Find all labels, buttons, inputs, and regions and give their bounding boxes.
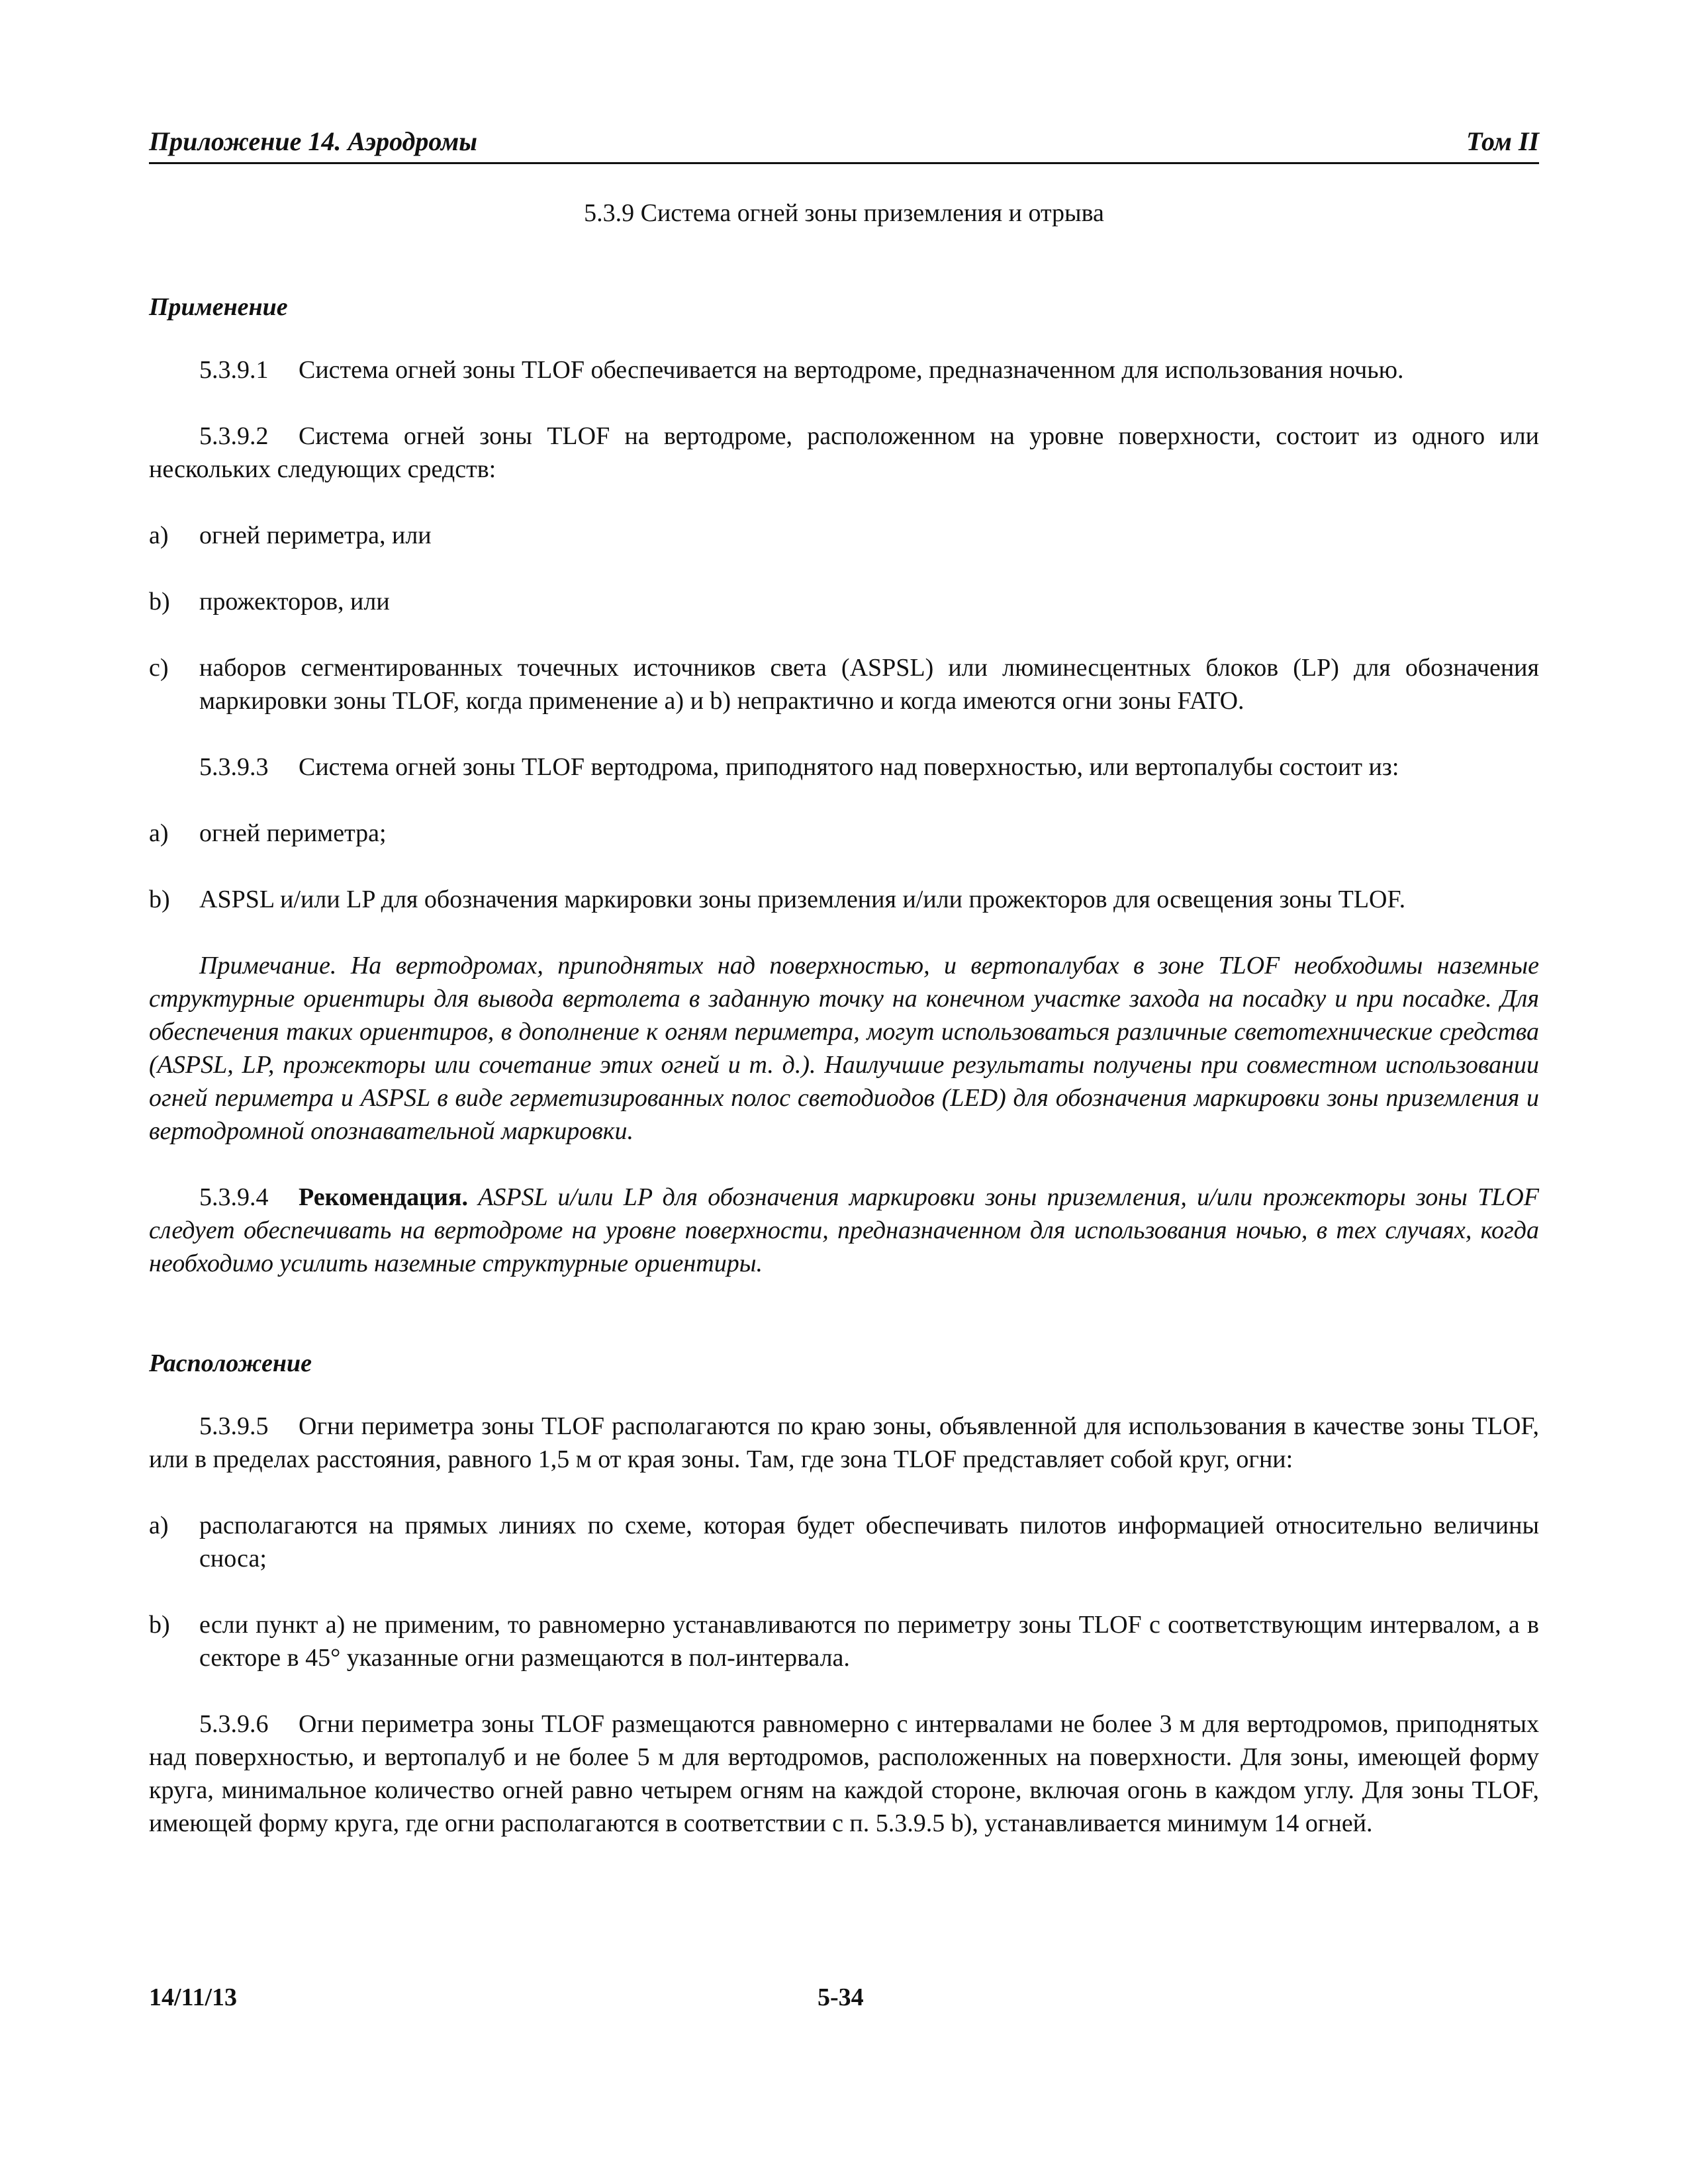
paragraph-number: 5.3.9.2: [199, 422, 269, 450]
list-item: [149, 817, 1539, 850]
note-text: На вертодромах, приподнятых над поверхностью, и вертопалубах в зоне TLOF необходимы наземные структурные ориентиры для вывода вертолета в заданную точку на конечном участке захода на посадку и при посадке. Для обеспечения таких ориентиров, в дополнение к огням периметра, могут использоваться различные светотехнические средства (ASPSL, LP, прожекторы или сочетание этих огней и т. д.). Наилучшие результаты получены при совместном использовании огней периметра и ASPSL в виде герметизированных полос светодиодов (LED) для обозначения маркировки зоны приземления и вертодромной опознавательной маркировки.: [149, 952, 1540, 1145]
paragraph-number: 5.3.9.3: [199, 753, 269, 781]
recommendation-label: Рекомендация.: [299, 1183, 468, 1211]
list-item-label: c): [149, 654, 169, 682]
list-item-label: a): [149, 522, 169, 549]
list-item-text: ASPSL и/или LP для обозначения маркировки зоны приземления и/или прожекторов для освещения зоны TLOF.: [199, 886, 1406, 913]
paragraph-5-3-9-2: [149, 420, 1539, 486]
list-item: [149, 651, 1539, 717]
list-item-label: b): [149, 886, 170, 913]
recommendation-text: ASPSL и/или LP для обозначения маркировки зоны приземления, и/или прожекторы зоны TLOF следует обеспечивать на вертодроме на уровне поверхности, предназначенном для использования ночью, в тех случаях, когда необходимо усилить наземные структурные ориентиры.: [149, 1183, 1540, 1277]
list-item-label: a): [149, 1512, 169, 1539]
list-item-label: b): [149, 588, 170, 615]
paragraph-number: 5.3.9.4: [199, 1183, 269, 1211]
header-left: Приложение 14. Аэродромы: [149, 126, 478, 156]
paragraph-text: Огни периметра зоны TLOF располагаются по краю зоны, объявленной для использования в качестве зоны TLOF, или в пределах расстояния, равного 1,5 м от края зоны. Там, где зона TLOF представляет собой круг, огни:: [149, 1412, 1539, 1473]
paragraph-text: Система огней зоны TLOF обеспечивается на вертодроме, предназначенном для использования ночью.: [299, 356, 1404, 384]
list-item: [149, 883, 1539, 916]
footer-page-number: 5-34: [818, 1983, 864, 2011]
list-item-text: наборов сегментированных точечных источников света (ASPSL) или люминесцентных блоков (LP) для обозначения маркировки зоны TLOF, когда применение a) и b) непрактично и когда имеются огни зоны FATO.: [199, 654, 1539, 715]
list-item-label: a): [149, 819, 169, 847]
list-item: [149, 519, 1539, 552]
footer-date: 14/11/13: [149, 1983, 238, 2011]
paragraph-5-3-9-6: [149, 1707, 1539, 1840]
header-right: Том II: [1466, 126, 1539, 156]
list-item: [149, 1509, 1539, 1575]
paragraph-5-3-9-1: [149, 353, 1539, 387]
paragraph-text: Система огней зоны TLOF на вертодроме, расположенном на уровне поверхности, состоит из одного или нескольких следующих средств:: [149, 422, 1539, 483]
note-label: Примечание.: [199, 952, 337, 979]
paragraph-5-3-9-4: [149, 1181, 1539, 1280]
subheading-location: Расположение: [149, 1349, 312, 1377]
paragraph-text: Огни периметра зоны TLOF размещаются равномерно с интервалами не более 3 м для вертодромов, приподнятых над поверхностью, и вертопалуб и не более 5 м для вертодромов, расположенных на поверхности. Для зоны, имеющей форму круга, минимальное количество огней равно четырем огням на каждой стороне, включая огонь в каждом углу. Для зоны TLOF, имеющей форму круга, где огни располагаются в соответствии с п. 5.3.9.5 b), устанавливается минимум 14 огней.: [149, 1710, 1539, 1837]
paragraph-5-3-9-5: [149, 1410, 1539, 1476]
section-title: 5.3.9 Система огней зоны приземления и отрыва: [584, 199, 1104, 227]
subheading-application: Применение: [149, 293, 288, 321]
paragraph-text: Система огней зоны TLOF вертодрома, приподнятого над поверхностью, или вертопалубы состоит из:: [299, 753, 1399, 781]
page-header: [149, 126, 1539, 164]
list-item-text: если пункт a) не применим, то равномерно устанавливаются по периметру зоны TLOF с соответствующим интервалом, а в секторе в 45° указанные огни размещаются в пол-интервала.: [199, 1611, 1539, 1672]
list-item-text: огней периметра;: [199, 819, 387, 847]
list-item-label: b): [149, 1611, 170, 1639]
paragraph-number: 5.3.9.5: [199, 1412, 269, 1440]
paragraph-number: 5.3.9.1: [199, 356, 269, 384]
list-item-text: огней периметра, или: [199, 522, 432, 549]
list-item-text: располагаются на прямых линиях по схеме, которая будет обеспечивать пилотов информацией относительно величины сноса;: [199, 1512, 1539, 1572]
note-paragraph: [149, 949, 1539, 1148]
list-item-text: прожекторов, или: [199, 588, 390, 615]
list-item: [149, 1608, 1539, 1674]
page-footer: [149, 1983, 1539, 2016]
list-item: [149, 585, 1539, 618]
document-page: [149, 126, 1539, 1840]
paragraph-number: 5.3.9.6: [199, 1710, 269, 1738]
paragraph-5-3-9-3: [149, 751, 1539, 784]
